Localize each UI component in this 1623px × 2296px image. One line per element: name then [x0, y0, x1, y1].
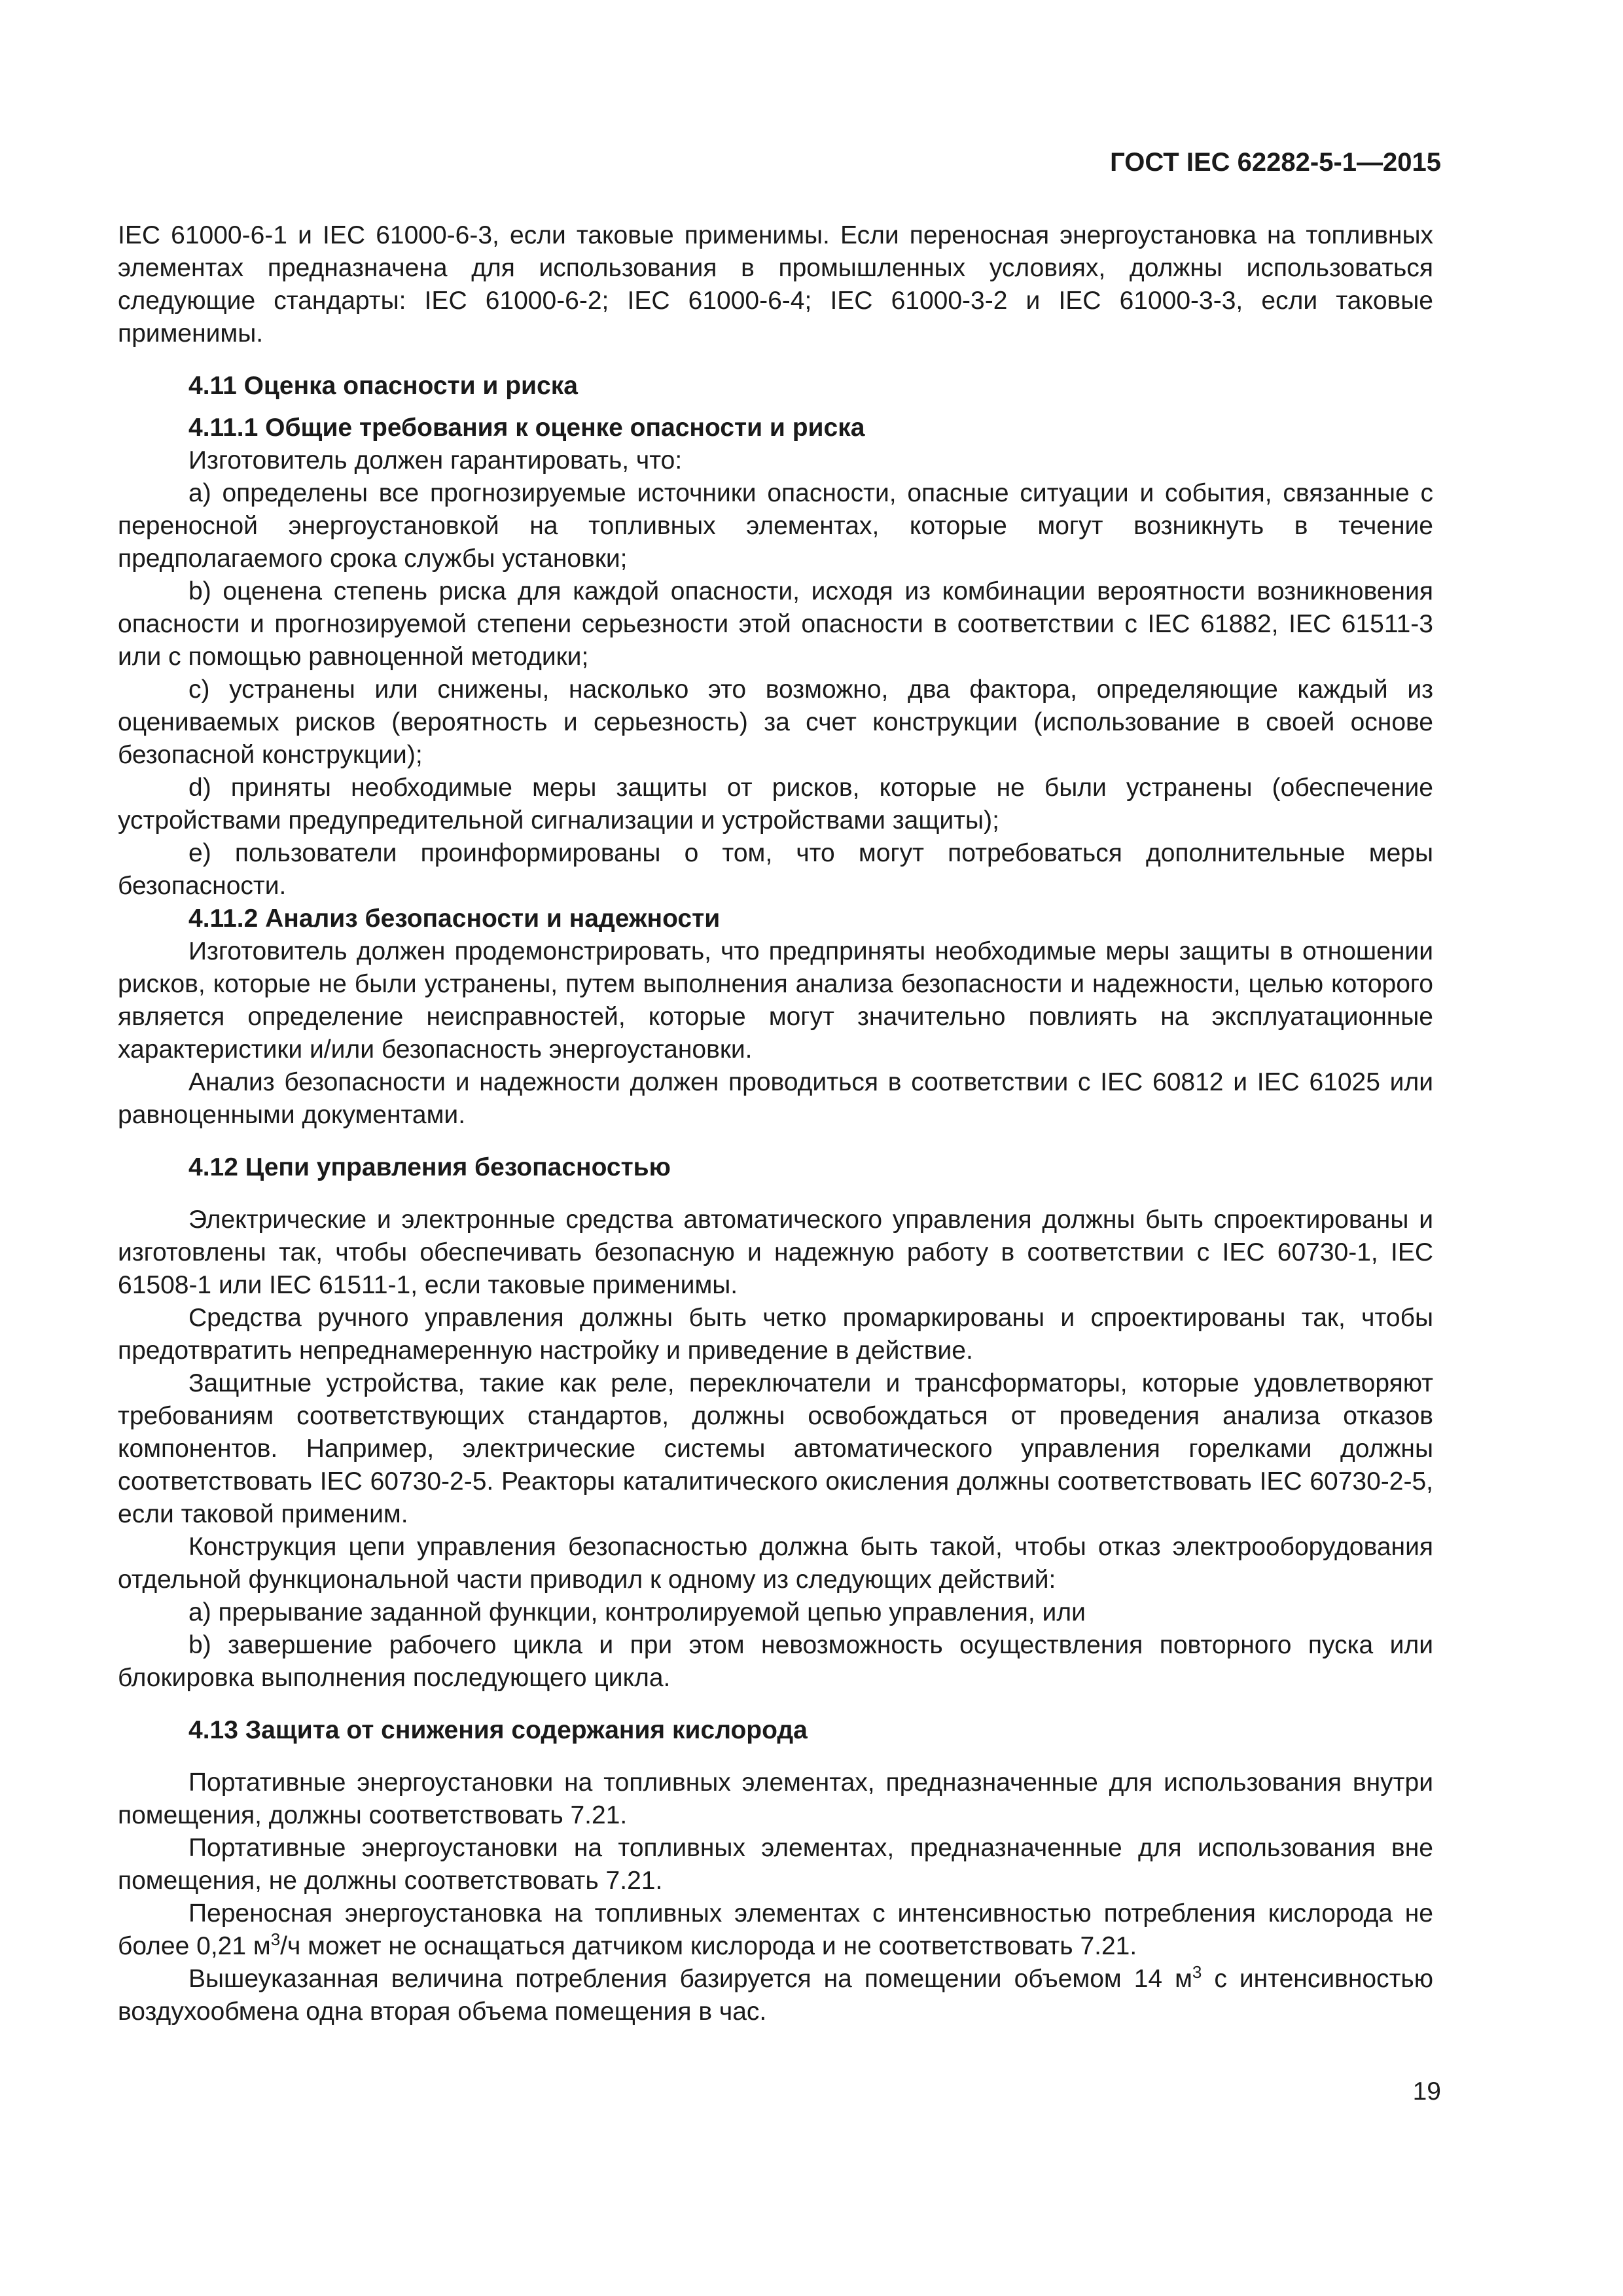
list-item-b: b) завершение рабочего цикла и при этом невозможность осуществления повторного пуска или блокировка выполнения последующего цикла.: [118, 1631, 1433, 1692]
paragraph: Портативные энергоустановки на топливных элементах, предназначенные для использования внутри помещения, должны соответствовать 7.21.: [118, 1768, 1433, 1829]
paragraph: Изготовитель должен гарантировать, что:: [188, 446, 683, 475]
list-item-e: е) пользователи проинформированы о том, что могут потребоваться дополнительные меры безопасности.: [118, 839, 1433, 900]
paragraph-room-volume: [118, 1963, 1433, 2028]
section-heading-4-13: 4.13 Защита от снижения содержания кислорода: [188, 1716, 808, 1744]
section-heading-4-11-1: 4.11.1 Общие требования к оценке опасности и риска: [188, 414, 865, 442]
superscript: 3: [1192, 1962, 1202, 1982]
section-heading-4-11-2: 4.11.2 Анализ безопасности и надежности: [188, 905, 721, 933]
paragraph: Электрические и электронные средства автоматического управления должны быть спроектированы и изготовлены так, чтобы обеспечивать безопасную и надежную работу в соответствии с IEC 60730-1, IEC 61508-1 или IEC 61511-1, если таковые применимы.: [118, 1206, 1433, 1299]
paragraph-text: Вышеуказанная величина потребления базируется на помещении объемом 14 м: [188, 1965, 1192, 1993]
paragraph-text: с интенсивностью воздухообмена одна вторая объема помещения в час.: [118, 1965, 1433, 2026]
paragraph: Конструкция цепи управления безопасностью должна быть такой, чтобы отказ электрооборудования отдельной функциональной части приводил к одному из следующих действий:: [118, 1533, 1433, 1594]
paragraph: Изготовитель должен продемонстрировать, что предприняты необходимые меры защиты в отношении рисков, которые не были устранены, путем выполнения анализа безопасности и надежности, целью которого является определение неисправностей, которые могут значительно повлиять на эксплуатационные характеристики и/или безопасность энергоустановки.: [118, 937, 1433, 1064]
paragraph: IEC 61000-6-1 и IEC 61000-6-3, если таковые применимы. Если переносная энергоустановка на топливных элементах предназначена для использования в промышленных условиях, должны использоваться следующие стандарты: IEC 61000-6-2; IEC 61000-6-4; IEC 61000-3-2 и IEC 61000-3-3, если таковые применимы.: [118, 221, 1433, 348]
document-body: [118, 219, 1433, 2028]
standard-header: ГОСТ IEC 62282-5-1—2015: [1110, 148, 1441, 177]
list-item-c: с) устранены или снижены, насколько это возможно, два фактора, определяющие каждый из оцениваемых рисков (вероятность и серьезность) за счет конструкции (использование в своей основе безопасной конструкции);: [118, 675, 1433, 769]
paragraph: Портативные энергоустановки на топливных элементах, предназначенные для использования вне помещения, не должны соответствовать 7.21.: [118, 1834, 1433, 1895]
list-item-a: а) определены все прогнозируемые источники опасности, опасные ситуации и события, связанные с переносной энергоустановкой на топливных элементах, которые могут возникнуть в течение предполагаемого срока службы установки;: [118, 479, 1433, 573]
paragraph-text: Переносная энергоустановка на топливных элементах с интенсивностью потребления кислорода не более 0,21 м: [118, 1899, 1433, 1960]
superscript: 3: [270, 1929, 281, 1949]
section-heading-4-12: 4.12 Цепи управления безопасностью: [188, 1153, 671, 1181]
section-heading-4-11: 4.11 Оценка опасности и риска: [188, 372, 578, 400]
paragraph-text: /ч может не оснащаться датчиком кислорода и не соответствовать 7.21.: [280, 1932, 1137, 1960]
page-number: 19: [1412, 2077, 1441, 2106]
paragraph: Защитные устройства, такие как реле, переключатели и трансформаторы, которые удовлетворяют требованиям соответствующих стандартов, должны освобождаться от проведения анализа отказов компонентов. Например, электрические системы автоматического управления горелками должны соответствовать IEC 60730-2-5. Реакторы каталитического окисления должны соответствовать IEC 60730-2-5, если таковой применим.: [118, 1369, 1433, 1528]
paragraph: Средства ручного управления должны быть четко промаркированы и спроектированы так, чтобы предотвратить непреднамеренную настройку и приведение в действие.: [118, 1304, 1433, 1365]
list-item-b: b) оценена степень риска для каждой опасности, исходя из комбинации вероятности возникновения опасности и прогнозируемой степени серьезности этой опасности в соответствии с IEC 61882, IEC 61511-3 или с помощью равноценной методики;: [118, 577, 1433, 671]
list-item-a: а) прерывание заданной функции, контролируемой цепью управления, или: [188, 1598, 1086, 1626]
list-item-d: d) приняты необходимые меры защиты от рисков, которые не были устранены (обеспечение устройствами предупредительной сигнализации и устройствами защиты);: [118, 774, 1433, 834]
paragraph: Анализ безопасности и надежности должен проводиться в соответствии с IEC 60812 и IEC 61025 или равноценными документами.: [118, 1068, 1433, 1129]
paragraph-oxygen-rate: [118, 1897, 1433, 1963]
